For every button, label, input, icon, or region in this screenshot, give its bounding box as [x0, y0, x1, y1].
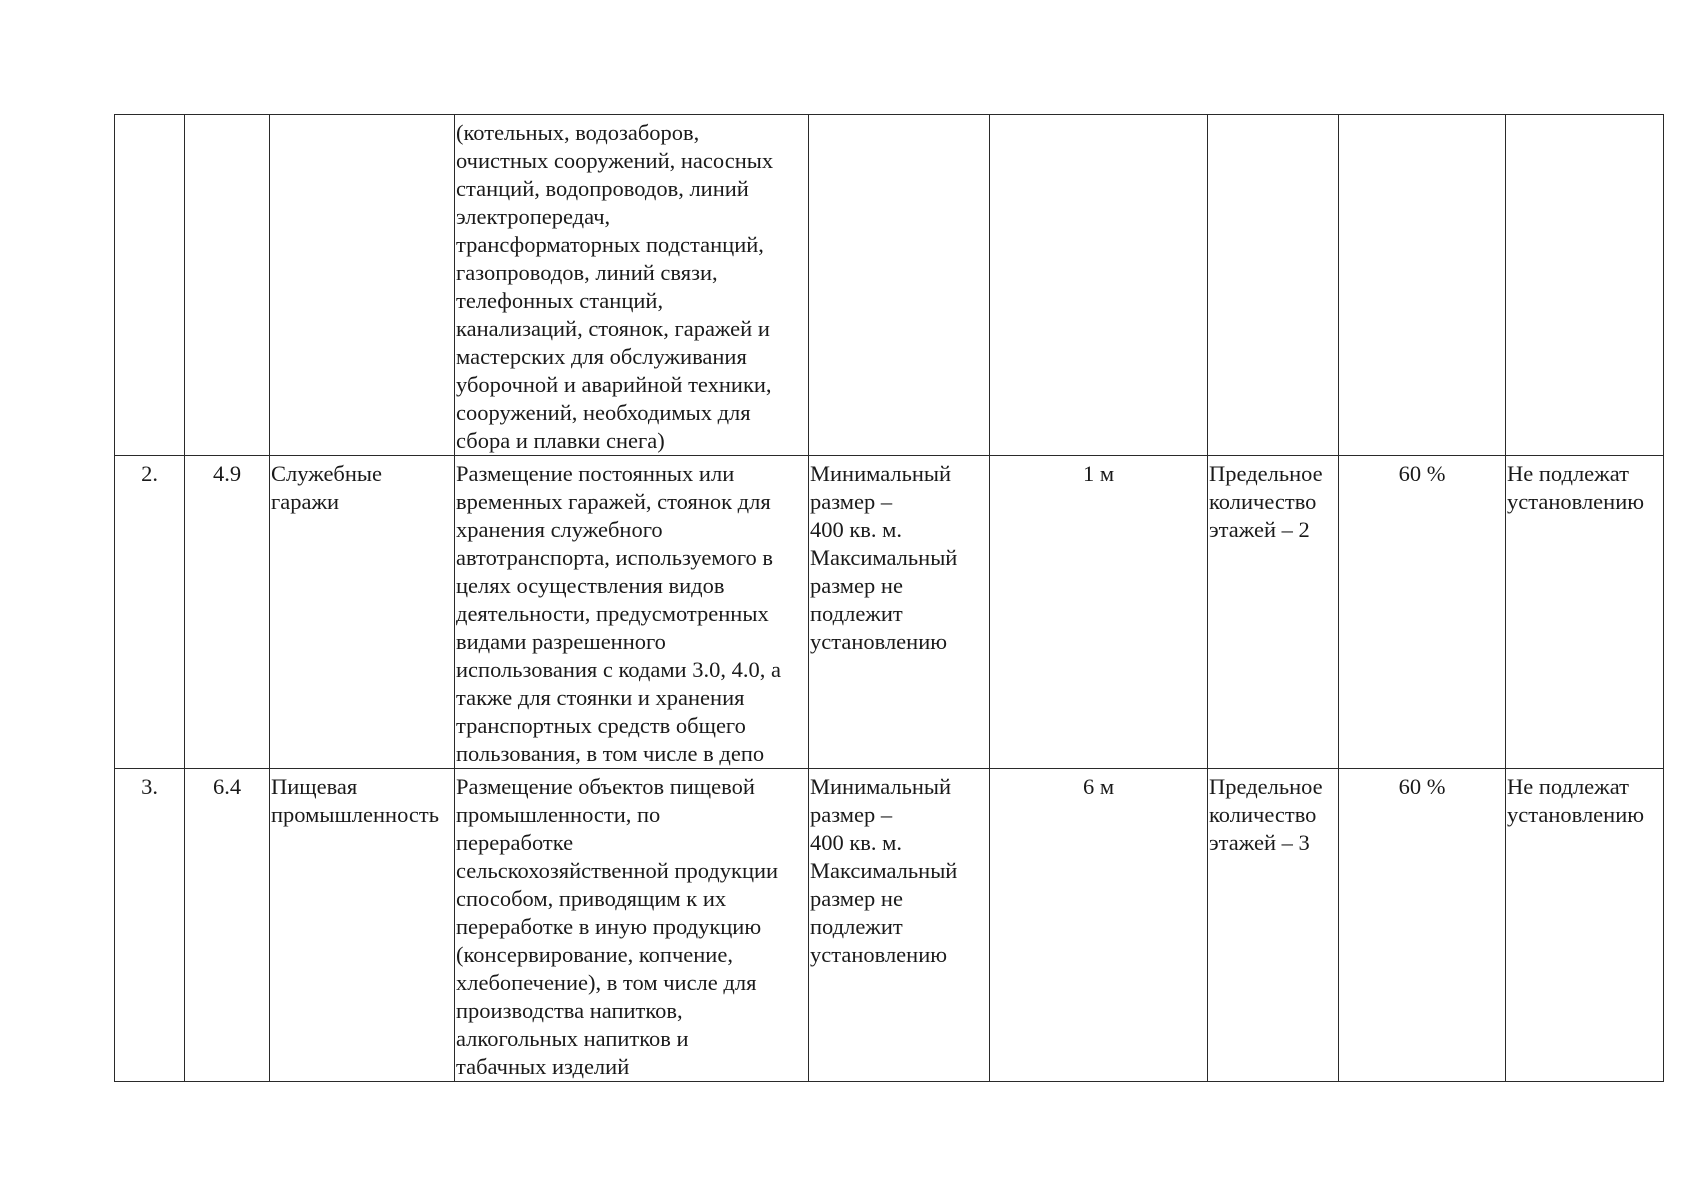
use-description-cell: Размещение объектов пищевой промышленности, по переработке сельскохозяйственной продукции способом, приводящим к их переработке в иную продукцию (консервирование, копчение, хлебопечение), в том числе для производства напитков, алкогольных напитков и табачных изделий	[455, 769, 809, 1082]
floors-cell: Предельное количество этажей – 2	[1208, 456, 1339, 769]
setback-cell: 1 м	[990, 456, 1208, 769]
use-code-cell: 6.4	[185, 769, 270, 1082]
use-name-cell	[270, 115, 455, 456]
coverage-cell: 60 %	[1339, 769, 1506, 1082]
floors-cell: Предельное количество этажей – 3	[1208, 769, 1339, 1082]
plot-size-cell: Минимальный размер – 400 кв. м. Максимальный размер не подлежит установлению	[809, 769, 990, 1082]
other-params-cell: Не подлежат установлению	[1506, 769, 1664, 1082]
setback-cell	[990, 115, 1208, 456]
row-number-cell: 3.	[115, 769, 185, 1082]
coverage-cell: 60 %	[1339, 456, 1506, 769]
plot-size-cell: Минимальный размер – 400 кв. м. Максимальный размер не подлежит установлению	[809, 456, 990, 769]
use-name-cell: Служебные гаражи	[270, 456, 455, 769]
use-description-cell: (котельных, водозаборов, очистных сооружений, насосных станций, водопроводов, линий электропередач, трансформаторных подстанций, газопроводов, линий связи, телефонных станций, канализаций, стоянок, гаражей и мастерских для обслуживания уборочной и аварийной техники, сооружений, необходимых для сбора и плавки снега)	[455, 115, 809, 456]
coverage-cell	[1339, 115, 1506, 456]
use-description-cell: Размещение постоянных или временных гаражей, стоянок для хранения служебного автотранспорта, используемого в целях осуществления видов деятельности, предусмотренных видами разрешенного использования с кодами 3.0, 4.0, а также для стоянки и хранения транспортных средств общего пользования, в том числе в депо	[455, 456, 809, 769]
setback-cell: 6 м	[990, 769, 1208, 1082]
row-number-cell: 2.	[115, 456, 185, 769]
use-code-cell: 4.9	[185, 456, 270, 769]
land-use-table	[114, 114, 1664, 1082]
table-row	[115, 456, 1664, 769]
use-code-cell	[185, 115, 270, 456]
other-params-cell	[1506, 115, 1664, 456]
floors-cell	[1208, 115, 1339, 456]
use-name-cell: Пищевая промышленность	[270, 769, 455, 1082]
table-row	[115, 769, 1664, 1082]
table-row	[115, 115, 1664, 456]
other-params-cell: Не подлежат установлению	[1506, 456, 1664, 769]
plot-size-cell	[809, 115, 990, 456]
row-number-cell	[115, 115, 185, 456]
